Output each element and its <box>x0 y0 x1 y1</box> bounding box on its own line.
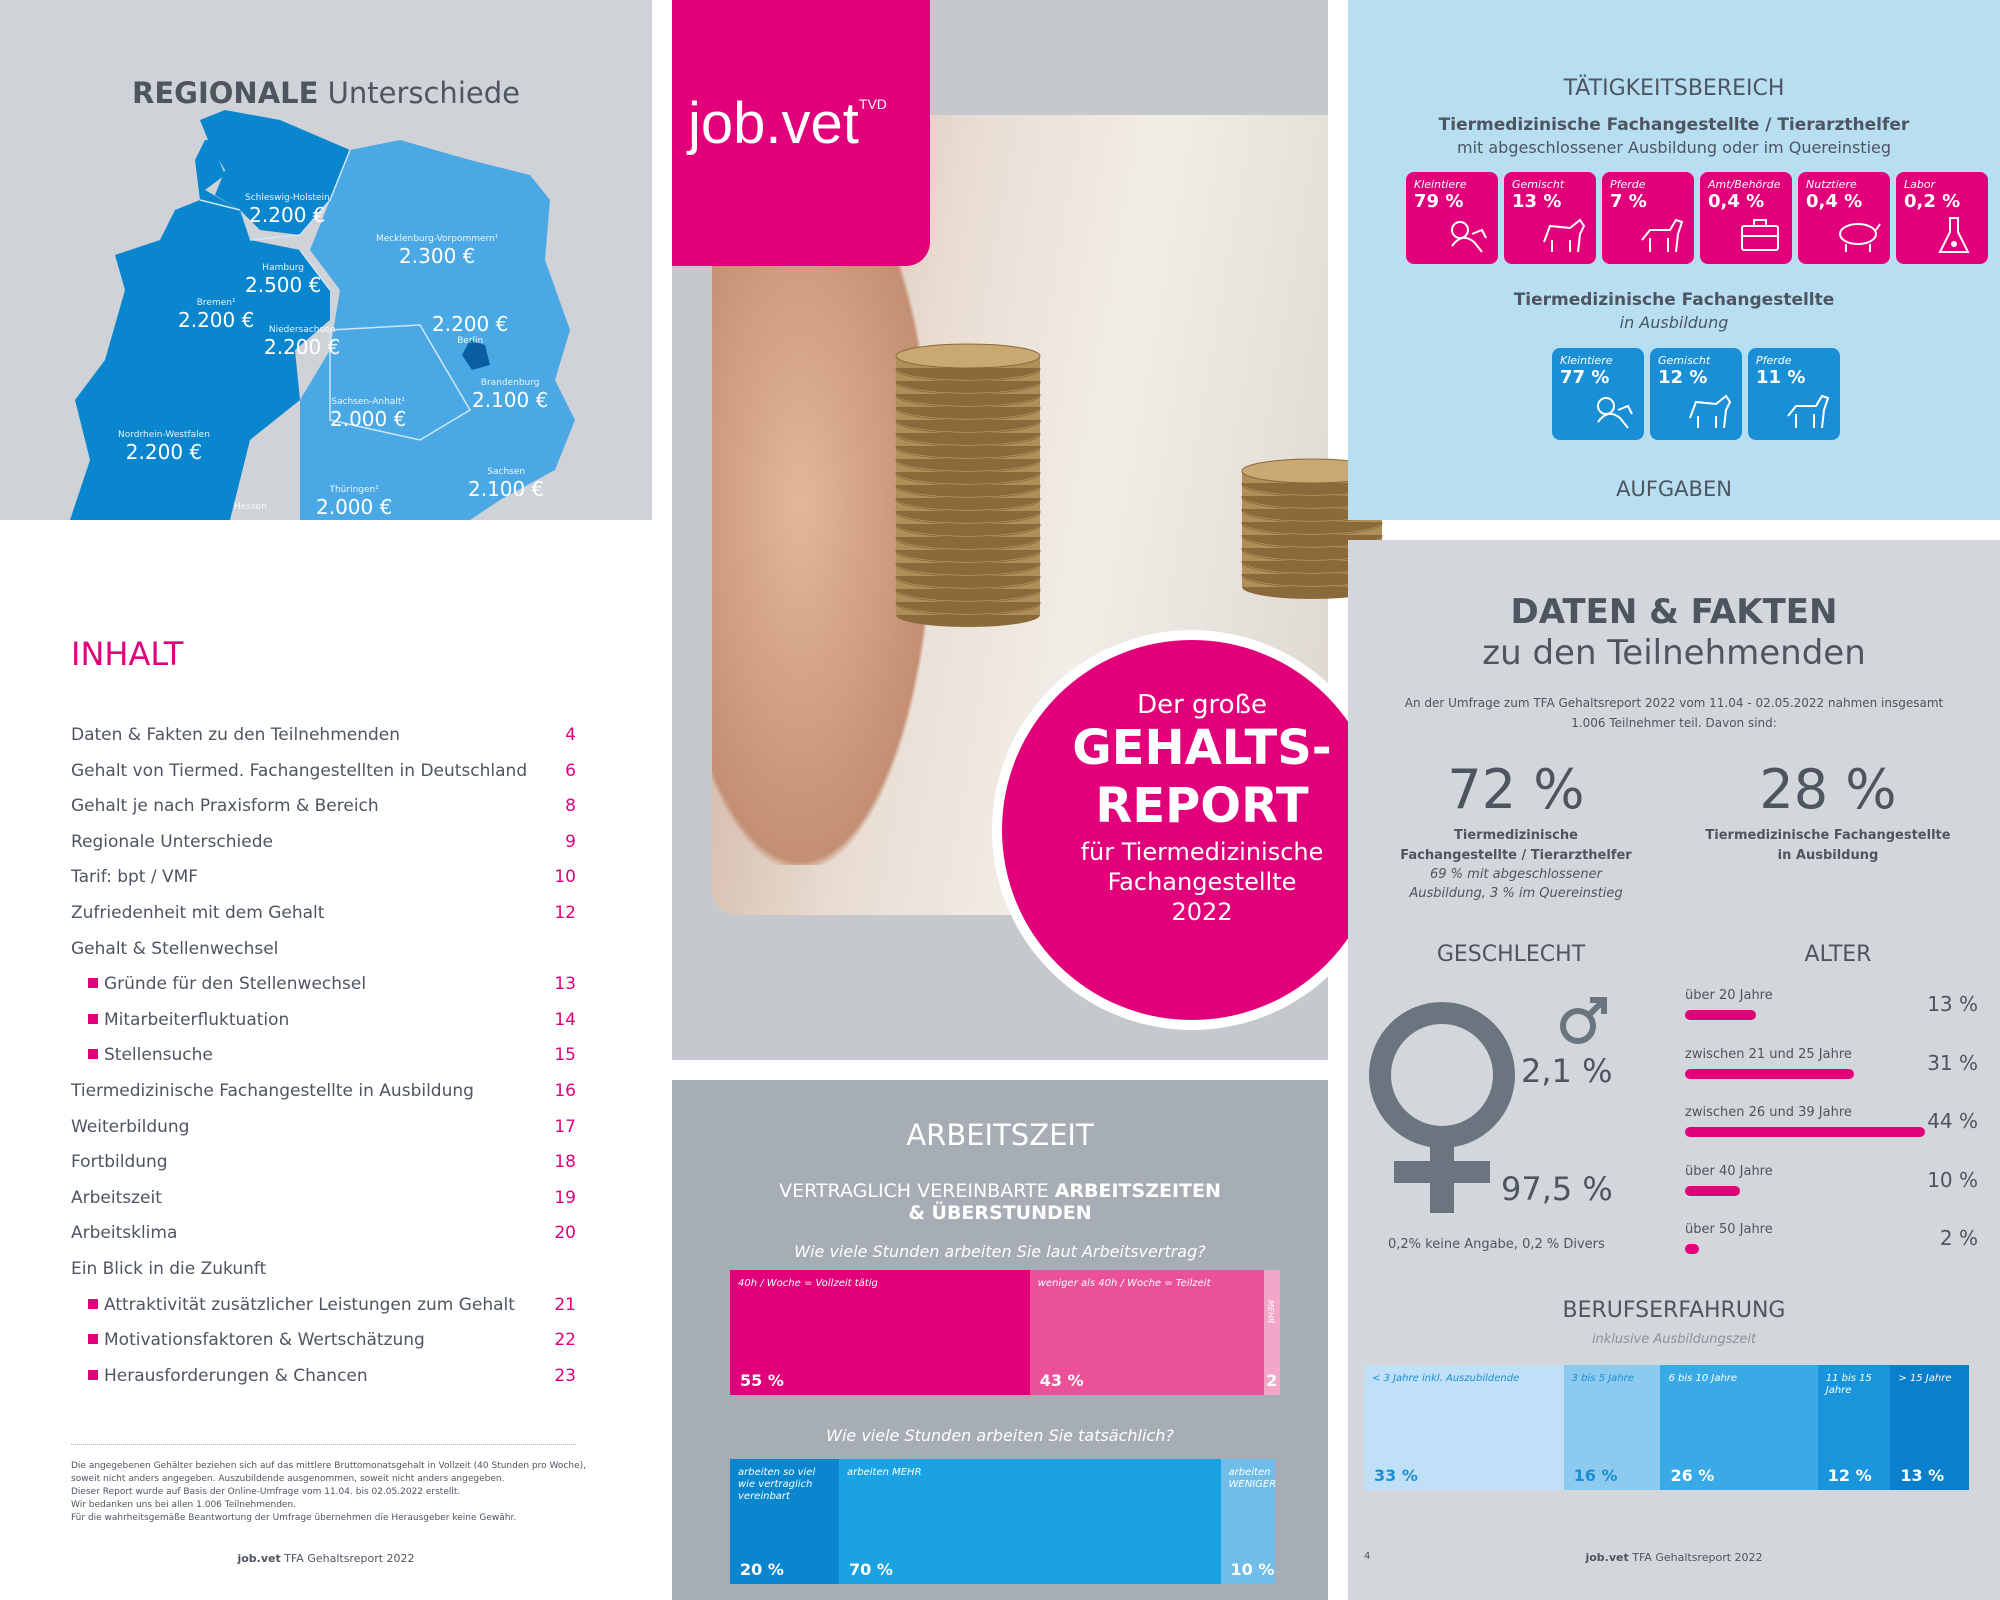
toc-item-page: 22 <box>554 1330 576 1351</box>
toc-item[interactable] <box>71 761 576 791</box>
age-value: 10 % <box>1927 1167 1978 1192</box>
group1-title: Tiermedizinische Fachangestellte / Tierarzthelfer <box>1438 115 1910 135</box>
toc-item-label <box>71 1259 266 1279</box>
map-label-be: 2.200 € Berlin <box>432 312 509 346</box>
toc-divider <box>71 1444 576 1445</box>
card-value: 0,4 % <box>1708 191 1765 212</box>
aufgaben-heading: AUFGABEN <box>1616 477 1732 501</box>
logo-text: job.vet$^{TVD}$ <box>688 91 887 156</box>
toc-item-text: Gehalt je nach Praxisform & Bereich <box>71 796 379 817</box>
map-label-ni: Niedersachsen 2.200 € <box>264 325 341 359</box>
age-label: über 20 Jahre <box>1685 988 1773 1003</box>
arbeitszeit-panel <box>672 1080 1328 1600</box>
age-value: 13 % <box>1927 992 1978 1016</box>
segment-label: arbeiten so viel wie vertraglich vereinbart <box>738 1467 816 1502</box>
segment-value: 2 <box>1266 1371 1278 1390</box>
toc-item-label <box>71 903 324 923</box>
daten-footer: job.vet TFA Gehaltsreport 2022 <box>1585 1551 1763 1564</box>
group2-sub: in Ausbildung <box>1619 313 1729 332</box>
card-label: Gemischt <box>1512 178 1565 191</box>
toc-item-text: Herausforderungen & Chancen <box>104 1365 368 1386</box>
toc-item-label <box>71 1081 474 1101</box>
segment-label: > 15 Jahre <box>1898 1373 1952 1384</box>
page-number: 4 <box>1364 1551 1371 1562</box>
age-value: 44 % <box>1927 1109 1978 1133</box>
question-2: Wie viele Stunden arbeiten Sie tatsächlich? <box>826 1426 1174 1445</box>
stat-28: 28 % <box>1759 758 1897 821</box>
toc-item[interactable] <box>71 1330 576 1360</box>
toc-item[interactable] <box>71 725 576 755</box>
cover-line6: 2022 <box>1171 898 1233 926</box>
toc-item-text: Gehalt von Tiermed. Fachangestellten in Deutschland <box>71 760 528 781</box>
toc-item-label <box>71 1295 515 1315</box>
toc-item-page: 18 <box>554 1152 576 1173</box>
stat-72-label-1: Tiermedizinische <box>1454 828 1578 843</box>
bullet-square-icon <box>88 1370 98 1380</box>
segment-label: MEHR <box>1266 1300 1276 1324</box>
horse-icon <box>1784 388 1832 434</box>
female-share: 97,5 % <box>1501 1170 1613 1208</box>
toc-item-page: 12 <box>554 903 576 923</box>
segment-label: arbeiten WENIGER <box>1228 1467 1277 1490</box>
toc-item[interactable] <box>71 1188 576 1218</box>
stat-28-label-2: in Ausbildung <box>1777 848 1879 863</box>
horse-icon <box>1638 212 1686 258</box>
group1-sub: mit abgeschlossener Ausbildung oder im Quereinstieg <box>1456 138 1892 157</box>
segment-label: 11 bis 15 Jahre <box>1825 1373 1872 1396</box>
footnote-line: Dieser Report wurde auf Basis der Online-Umfrage vom 11.04. bis 02.05.2022 erstellt. <box>71 1487 461 1497</box>
bar-segment <box>839 1459 1221 1584</box>
bar-segment <box>1818 1365 1891 1490</box>
mixed-animals-icon <box>1540 212 1588 258</box>
segment-label: weniger als 40h / Woche = Teilzeit <box>1037 1278 1211 1289</box>
lab-flask-icon <box>1932 212 1980 258</box>
toc-item-label <box>71 1117 189 1137</box>
toc-item[interactable] <box>71 1117 576 1147</box>
footnote-line: soweit nicht anders angegeben. Auszubildende ausgenommen, soweit nicht anders angegeben. <box>71 1474 505 1484</box>
card-label: Pferde <box>1610 178 1646 191</box>
toc-item[interactable] <box>71 832 576 862</box>
cat-dog-icon <box>1442 212 1490 258</box>
toc-item-page: 9 <box>565 831 576 852</box>
category-card-gemischt <box>1650 348 1742 440</box>
bullet-square-icon <box>88 1014 98 1024</box>
toc-item-text: Daten & Fakten zu den Teilnehmenden <box>71 725 401 745</box>
card-value: 79 % <box>1414 191 1464 212</box>
beruf-sub: inklusive Ausbildungszeit <box>1591 1332 1757 1347</box>
category-card-pferde <box>1602 172 1694 264</box>
gender-note: 0,2% keine Angabe, 0,2 % Divers <box>1388 1237 1605 1252</box>
toc-item-label <box>71 725 400 745</box>
card-label: Kleintiere <box>1414 178 1467 191</box>
segment-value: 10 % <box>1230 1560 1275 1579</box>
toc-item[interactable] <box>71 796 576 826</box>
logo-box <box>672 0 930 266</box>
toc-item-page: 23 <box>554 1365 576 1386</box>
toc-item-page: 17 <box>554 1116 576 1137</box>
toc-item[interactable] <box>71 1223 576 1253</box>
card-value: 7 % <box>1610 191 1647 212</box>
bar-segment <box>1221 1459 1276 1584</box>
geschlecht-title: GESCHLECHT <box>1436 942 1586 967</box>
toc-item-text: Weiterbildung <box>71 1116 190 1137</box>
toc-item-label <box>71 761 527 781</box>
cover-line2: GEHALTS- <box>1072 720 1332 776</box>
card-value: 77 % <box>1560 367 1610 388</box>
toc-item-text: Attraktivität zusätzlicher Leistungen zum Gehalt <box>104 1294 515 1315</box>
card-value: 13 % <box>1512 191 1562 212</box>
toc-item[interactable] <box>71 1045 576 1075</box>
daten-intro-1: An der Umfrage zum TFA Gehaltsreport 2022 vom 11.04 - 02.05.2022 nahmen insgesamt <box>1404 696 1944 710</box>
age-bar <box>1685 1069 1854 1079</box>
toc-item-page: 15 <box>554 1045 576 1066</box>
toc-item[interactable] <box>71 974 576 1004</box>
toc-item-label <box>71 1010 289 1030</box>
age-bar <box>1685 1127 1925 1137</box>
segment-label: arbeiten MEHR <box>847 1467 922 1478</box>
cat-dog-icon <box>1588 388 1636 434</box>
toc-item-label <box>71 1366 368 1386</box>
card-label: Gemischt <box>1658 354 1711 367</box>
card-value: 0,2 % <box>1904 191 1961 212</box>
bar-segment <box>1364 1365 1564 1490</box>
mixed-animals-icon <box>1686 388 1734 434</box>
toc-footnote <box>71 1460 586 1525</box>
toc-item[interactable] <box>71 1259 576 1289</box>
toc-item[interactable] <box>71 1081 576 1111</box>
segment-value: 20 % <box>740 1560 784 1579</box>
farm-animals-icon <box>1834 212 1882 258</box>
toc-item-text: Gründe für den Stellenwechsel <box>104 974 367 995</box>
male-symbol-icon <box>1554 992 1614 1052</box>
arbeitszeit-sub2: & ÜBERSTUNDEN <box>908 1202 1092 1224</box>
segment-value: 16 % <box>1573 1466 1618 1485</box>
map-title-rest: Unterschiede <box>327 76 520 110</box>
bullet-square-icon <box>88 1049 98 1059</box>
card-label: Amt/Behörde <box>1708 178 1781 191</box>
daten-title: DATEN & FAKTEN <box>1510 592 1838 632</box>
toc-item-page: 19 <box>554 1187 576 1208</box>
map-label-hh: Hamburg 2.500 € <box>245 263 322 297</box>
toc-footer: job.vet TFA Gehaltsreport 2022 <box>237 1552 415 1565</box>
toc-item-page: 14 <box>554 1009 576 1030</box>
map-label-he: Hessen <box>234 502 267 512</box>
age-value: 31 % <box>1927 1050 1978 1075</box>
map-label-st: Sachsen-Anhalt¹ 2.000 € <box>330 397 407 431</box>
footnote-line: Für die wahrheitsgemäße Beantwortung der Umfrage übernehmen die Herausgeber keine Gewähr. <box>71 1513 517 1523</box>
germany-map <box>0 0 652 520</box>
alter-title: ALTER <box>1804 942 1872 967</box>
toc-title: INHALT <box>71 635 184 673</box>
category-card-gemischt <box>1504 172 1596 264</box>
toc-item[interactable] <box>71 939 576 969</box>
map-label-mv: Mecklenburg-Vorpommern¹ 2.300 € <box>376 234 499 268</box>
segment-label: < 3 Jahre inkl. Auszubildende <box>1372 1373 1520 1384</box>
category-card-kleintiere <box>1552 348 1644 440</box>
bullet-square-icon <box>88 1334 98 1344</box>
age-bar <box>1685 1186 1740 1196</box>
contract-hours-bar <box>730 1270 1278 1395</box>
toc-item-label <box>71 1330 425 1350</box>
toc-item-text: Motivationsfaktoren & Wertschätzung <box>104 1330 425 1351</box>
stat-72-note-2: Ausbildung, 3 % im Quereinstieg <box>1409 886 1623 901</box>
male-share: 2,1 % <box>1521 1052 1613 1090</box>
stat-72: 72 % <box>1447 758 1585 821</box>
toc-item[interactable] <box>71 1366 576 1396</box>
segment-value: 26 % <box>1670 1466 1715 1485</box>
cover-line4: für Tiermedizinische <box>1080 838 1324 866</box>
age-bar <box>1685 1010 1756 1020</box>
footnote-line: Die angegebenen Gehälter beziehen sich auf das mittlere Bruttomonatsgehalt in Vollzeit (40 Stunden pro Woche), <box>71 1461 586 1471</box>
category-card-kleintiere <box>1406 172 1498 264</box>
bar-segment <box>1660 1365 1817 1490</box>
toc-item-text: Arbeitszeit <box>71 1187 162 1208</box>
bar-segment <box>730 1270 1030 1395</box>
toc-item-text: Zufriedenheit mit dem Gehalt <box>71 903 325 923</box>
beruf-title: BERUFSERFAHRUNG <box>1562 1298 1786 1323</box>
bullet-square-icon <box>88 978 98 988</box>
toc-item-page: 6 <box>565 760 576 781</box>
toc-item-text: Tiermedizinische Fachangestellte in Ausbildung <box>71 1081 474 1101</box>
footnote-line: Wir bedanken uns bei allen 1.006 Teilnehmenden. <box>71 1500 297 1510</box>
daten-subtitle: zu den Teilnehmenden <box>1482 633 1866 673</box>
toc-item-page: 20 <box>554 1223 576 1244</box>
toc-item-label <box>71 1045 213 1065</box>
bar-segment <box>1564 1365 1661 1490</box>
bar-segment <box>730 1459 839 1584</box>
map-label-bb: Brandenburg 2.100 € <box>472 378 549 412</box>
segment-value: 13 % <box>1900 1466 1945 1485</box>
map-label-sn: Sachsen 2.100 € <box>468 467 545 501</box>
regional-map-panel <box>0 0 652 520</box>
toc-item-label <box>71 867 198 887</box>
map-label-sh: Schleswig-Holstein 2.200 € <box>245 193 330 227</box>
bar-segment <box>1264 1270 1280 1395</box>
toc-item-page: 13 <box>554 974 576 995</box>
toc-item-text: Arbeitsklima <box>71 1223 178 1244</box>
arbeitszeit-title: ARBEITSZEIT <box>906 1118 1094 1152</box>
toc-item-page: 10 <box>554 867 576 888</box>
toc-item-text: Ein Blick in die Zukunft <box>71 1259 267 1279</box>
stat-72-note-1: 69 % mit abgeschlossener <box>1430 867 1602 882</box>
toc-panel <box>0 520 652 1600</box>
card-label: Nutztiere <box>1806 178 1857 191</box>
toc-item-label <box>71 939 278 959</box>
stat-72-label-2: Fachangestellte / Tierarzthelfer <box>1400 848 1632 863</box>
category-card-pferde <box>1748 348 1840 440</box>
toc-item-text: Tarif: bpt / VMF <box>71 867 199 888</box>
cover-line5: Fachangestellte <box>1107 868 1297 896</box>
toc-item-page: 16 <box>554 1081 576 1101</box>
toc-item[interactable] <box>71 1010 576 1040</box>
segment-value: 70 % <box>849 1560 893 1579</box>
bar-segment <box>1890 1365 1969 1490</box>
age-label: zwischen 26 und 39 Jahre <box>1685 1105 1852 1120</box>
segment-label: 40h / Woche = Vollzeit tätig <box>738 1278 878 1289</box>
cover-panel <box>672 0 1332 1060</box>
cover-line3: REPORT <box>1095 778 1309 834</box>
age-label: über 40 Jahre <box>1685 1163 1773 1179</box>
actual-hours-bar <box>730 1459 1275 1584</box>
toc-item-label <box>71 1188 162 1208</box>
card-value: 12 % <box>1658 367 1708 388</box>
beruf-bar <box>1364 1365 1969 1490</box>
bullet-square-icon <box>88 1299 98 1309</box>
map-label-nw: Nordrhein-Westfalen 2.200 € <box>118 430 210 464</box>
toc-item[interactable] <box>71 867 576 897</box>
map-label-hb: Bremen¹ 2.200 € <box>178 298 255 332</box>
segment-value: 43 % <box>1039 1371 1084 1390</box>
segment-value: 33 % <box>1374 1466 1418 1485</box>
toc-item-text: Regionale Unterschiede <box>71 831 273 852</box>
toc-item-label <box>71 796 379 816</box>
taetigkeit-panel <box>1348 0 2000 520</box>
toc-item-text: Stellensuche <box>104 1045 213 1066</box>
age-label: zwischen 21 und 25 Jahre <box>1685 1046 1852 1062</box>
toc-item-label <box>71 1152 168 1172</box>
briefcase-icon <box>1736 212 1784 258</box>
taetigkeit-title: TÄTIGKEITSBEREICH <box>1563 76 1785 101</box>
question-1: Wie viele Stunden arbeiten Sie laut Arbeitsvertrag? <box>794 1242 1206 1261</box>
toc-item-page: 4 <box>565 725 576 745</box>
segment-label: 3 bis 5 Jahre <box>1571 1373 1634 1384</box>
segment-label: 6 bis 10 Jahre <box>1668 1373 1738 1384</box>
age-value: 2 % <box>1939 1226 1978 1250</box>
age-label: über 50 Jahre <box>1685 1222 1773 1237</box>
toc-item[interactable] <box>71 903 576 933</box>
segment-value: 55 % <box>740 1371 784 1390</box>
toc-item-label <box>71 832 273 852</box>
card-label: Pferde <box>1756 354 1792 367</box>
cover-line1: Der große <box>1137 690 1267 720</box>
category-card-amtbehrde <box>1700 172 1792 264</box>
card-label: Labor <box>1904 178 1936 191</box>
toc-item-text: Mitarbeiterfluktuation <box>104 1009 290 1030</box>
toc-item-text: Fortbildung <box>71 1152 168 1173</box>
toc-item-page: 21 <box>554 1294 576 1315</box>
card-value: 11 % <box>1756 367 1806 388</box>
toc-item-label <box>71 974 366 994</box>
toc-item-label <box>71 1223 177 1243</box>
bar-segment <box>1030 1270 1264 1395</box>
daten-intro-2: 1.006 Teilnehmer teil. Davon sind: <box>1571 716 1777 730</box>
card-value: 0,4 % <box>1806 191 1863 212</box>
toc-item-text: Gehalt & Stellenwechsel <box>71 938 279 959</box>
map-label-th: Thüringen¹ 2.000 € <box>316 485 393 519</box>
segment-value: 12 % <box>1827 1466 1872 1485</box>
category-card-labor <box>1896 172 1988 264</box>
map-title-bold: REGIONALE <box>132 76 319 110</box>
category-card-nutztiere <box>1798 172 1890 264</box>
daten-panel <box>1348 540 2000 1600</box>
stat-28-label-1: Tiermedizinische Fachangestellte <box>1705 828 1951 843</box>
group2-title: Tiermedizinische Fachangestellte <box>1513 290 1835 310</box>
toc-item[interactable] <box>71 1152 576 1182</box>
age-bar <box>1685 1244 1699 1254</box>
arbeitszeit-sub: VERTRAGLICH VEREINBARTE ARBEITSZEITEN <box>779 1180 1221 1202</box>
toc-item-page: 8 <box>565 796 576 817</box>
card-label: Kleintiere <box>1560 354 1613 367</box>
toc-item[interactable] <box>71 1295 576 1325</box>
